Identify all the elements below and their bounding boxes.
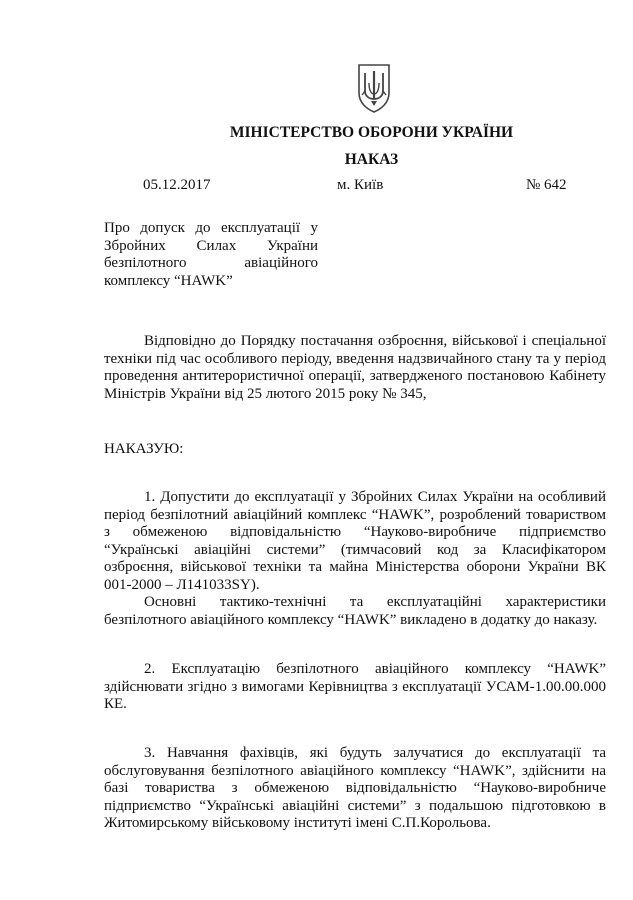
ministry-name: МІНІСТЕРСТВО ОБОРОНИ УКРАЇНИ: [229, 124, 514, 141]
order-word: НАКАЗУЮ:: [104, 441, 184, 457]
trident-coat-of-arms-icon: [357, 63, 391, 113]
order-item-1-characteristics: Основні тактико-технічні та експлуатаційні характеристики безпілотного авіаційного комплексу “HAWK” викладено в додатку до наказу.: [104, 594, 606, 628]
order-subject: Про допуск до експлуатації у Збройних Силах України безпілотного авіаційного комплексу “HAWK”: [104, 220, 318, 289]
legal-basis-paragraph: Відповідно до Порядку постачання озброєння, військової і спеціальної техніки під час особливого періоду, введення надзвичайного стану та у період проведення антитерористичної операції, затвердженого постановою Кабінету Міністрів України від 25 лютого 2015 року № 345,: [104, 333, 606, 402]
order-item-2: 2. Експлуатацію безпілотного авіаційного комплексу “HAWK” здійснювати згідно з вимогами Керівництва з експлуатації УСАМ-1.00.00.000 КЕ.: [104, 661, 606, 712]
order-item-1: [104, 489, 606, 629]
order-date: 05.12.2017: [143, 177, 211, 193]
order-city: м. Київ: [337, 177, 384, 193]
order-number: № 642: [526, 177, 567, 193]
order-item-1-text: 1. Допустити до експлуатації у Збройних Силах України на особливий період безпілотний авіаційний комплекс “HAWK”, розроблений товариством з обмеженою відповідальністю “Науково-виробниче підприємство “Українські авіаційні системи” (тимчасовий код за Класифікатором озброєння, військової техніки та майна Міністерства оборони України ВК 001-2000 – Л141033SY).: [104, 489, 606, 593]
order-item-3: 3. Навчання фахівців, які будуть залучатися до експлуатації та обслуговування безпілотного авіаційного комплексу “HAWK”, здійснити на базі товариства з обмеженою відповідальністю “Науково-виробниче підприємство “Українські авіаційні системи” з подальшою підготовкою в Житомирському військовому інституті імені С.П.Корольова.: [104, 745, 606, 831]
document-type-title: НАКАЗ: [344, 151, 399, 168]
